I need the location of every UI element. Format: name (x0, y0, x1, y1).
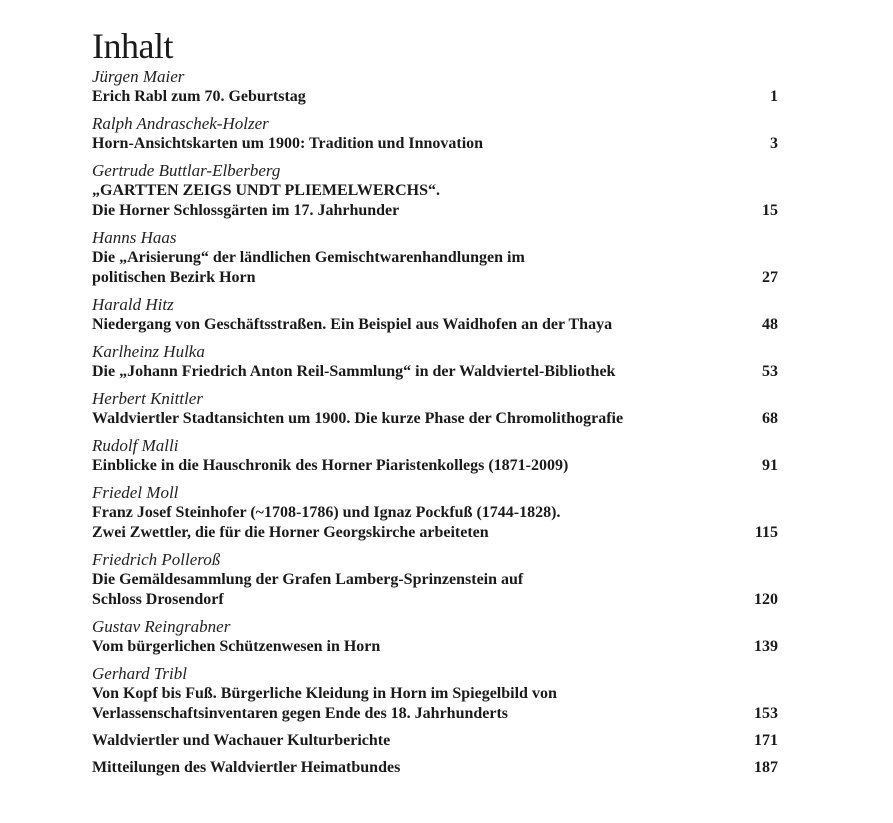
toc-page-number: 1 (770, 88, 778, 105)
toc-entry (92, 114, 778, 154)
toc-entry (92, 389, 778, 429)
toc-spacer (92, 288, 778, 295)
toc-entry (92, 228, 778, 288)
toc-title (92, 570, 523, 610)
toc-page-number: 48 (762, 316, 778, 333)
toc-author: Hanns Haas (92, 228, 177, 247)
toc-title-line: Die Gemäldesammlung der Grafen Lamberg-Sprinzenstein auf (92, 571, 524, 588)
toc-page-number: 153 (754, 705, 778, 722)
toc-row (92, 570, 778, 610)
toc-spacer (92, 543, 778, 550)
toc-entry (92, 550, 778, 610)
toc-title (92, 684, 557, 724)
toc-author: Friedrich Polleroß (92, 550, 221, 569)
toc-entry (92, 758, 778, 778)
toc-title (92, 503, 560, 543)
toc-page-number: 68 (762, 410, 778, 427)
toc-entry (92, 617, 778, 657)
toc-entry (92, 67, 778, 107)
toc-author: Gustav Reingrabner (92, 617, 231, 636)
toc-title (92, 731, 390, 751)
toc-author: Karlheinz Hulka (92, 342, 205, 361)
toc-row (92, 315, 778, 335)
toc-title-line: Einblicke in die Hauschronik des Horner Piaristenkollegs (1871-2009) (92, 457, 569, 474)
toc-row (92, 134, 778, 154)
toc-spacer (92, 657, 778, 664)
toc-title-line: Horn-Ansichtskarten um 1900: Tradition und Innovation (92, 135, 484, 152)
toc-title-line: Verlassenschaftsinventaren gegen Ende des 18. Jahrhunderts (92, 705, 509, 722)
toc-author: Harald Hitz (92, 295, 174, 314)
toc-list (92, 67, 778, 778)
toc-row (92, 181, 778, 221)
toc-title (92, 134, 483, 154)
toc-entry (92, 436, 778, 476)
toc-title (92, 181, 440, 221)
toc-spacer (92, 751, 778, 758)
toc-row (92, 758, 778, 778)
toc-title-line: Erich Rabl zum 70. Geburtstag (92, 88, 306, 105)
toc-spacer (92, 476, 778, 483)
toc-spacer (92, 382, 778, 389)
toc-entry (92, 295, 778, 335)
toc-entry (92, 731, 778, 751)
toc-spacer (92, 154, 778, 161)
toc-title-line: politischen Bezirk Horn (92, 269, 256, 286)
toc-title-line: Von Kopf bis Fuß. Bürgerliche Kleidung in Horn im Spiegelbild von (92, 685, 557, 702)
toc-title-line: Mitteilungen des Waldviertler Heimatbundes (92, 759, 401, 776)
toc-row (92, 409, 778, 429)
toc-row (92, 362, 778, 382)
toc-row (92, 731, 778, 751)
toc-title-line: Die „Arisierung“ der ländlichen Gemischtwarenhandlungen im (92, 249, 525, 266)
toc-title (92, 758, 400, 778)
toc-title-line: „GARTTEN ZEIGS UNDT PLIEMELWERCHS“. (92, 182, 440, 199)
toc-page-number: 27 (762, 269, 778, 286)
toc-entry (92, 664, 778, 724)
toc-spacer (92, 429, 778, 436)
toc-page-number: 120 (754, 591, 778, 608)
toc-page-number: 139 (754, 638, 778, 655)
toc-author: Rudolf Malli (92, 436, 179, 455)
toc-title (92, 409, 623, 429)
toc-page-number: 91 (762, 457, 778, 474)
toc-entry (92, 161, 778, 221)
toc-author: Gerhard Tribl (92, 664, 187, 683)
toc-entry (92, 342, 778, 382)
toc-spacer (92, 221, 778, 228)
toc-title-line: Waldviertler und Wachauer Kulturberichte (92, 732, 391, 749)
toc-row (92, 637, 778, 657)
toc-title-line: Franz Josef Steinhofer (~1708-1786) und Ignaz Pockfuß (1744-1828). (92, 504, 561, 521)
toc-row (92, 87, 778, 107)
toc-spacer (92, 335, 778, 342)
toc-row (92, 456, 778, 476)
toc-row (92, 503, 778, 543)
toc-title-line: Vom bürgerlichen Schützenwesen in Horn (92, 638, 381, 655)
toc-spacer (92, 610, 778, 617)
toc-title-line: Zwei Zwettler, die für die Horner Georgskirche arbeiteten (92, 524, 489, 541)
toc-author: Friedel Moll (92, 483, 179, 502)
table-of-contents-page (92, 26, 778, 778)
toc-author: Gertrude Buttlar-Elberberg (92, 161, 281, 180)
toc-title (92, 315, 612, 335)
toc-title (92, 87, 306, 107)
toc-spacer (92, 107, 778, 114)
toc-row (92, 248, 778, 288)
toc-entry (92, 483, 778, 543)
toc-title-line: Die „Johann Friedrich Anton Reil-Sammlung“ in der Waldviertel-Bibliothek (92, 363, 616, 380)
toc-page-number: 53 (762, 363, 778, 380)
toc-page-number: 15 (762, 202, 778, 219)
toc-title (92, 456, 568, 476)
toc-title-line: Schloss Drosendorf (92, 591, 224, 608)
toc-spacer (92, 724, 778, 731)
toc-row (92, 684, 778, 724)
toc-page-number: 187 (754, 759, 778, 776)
toc-page-number: 115 (754, 524, 778, 541)
toc-title (92, 637, 380, 657)
toc-title (92, 362, 615, 382)
toc-title-line: Niedergang von Geschäftsstraßen. Ein Beispiel aus Waidhofen an der Thaya (92, 316, 613, 333)
toc-page-number: 3 (770, 135, 778, 152)
toc-author: Jürgen Maier (92, 67, 185, 86)
toc-title (92, 248, 525, 288)
toc-title-line: Die Horner Schlossgärten im 17. Jahrhunder (92, 202, 400, 219)
toc-title-line: Waldviertler Stadtansichten um 1900. Die kurze Phase der Chromolithografie (92, 410, 624, 427)
toc-page-number: 171 (754, 732, 778, 749)
toc-author: Herbert Knittler (92, 389, 203, 408)
toc-author: Ralph Andraschek-Holzer (92, 114, 269, 133)
page-title: Inhalt (92, 26, 173, 66)
